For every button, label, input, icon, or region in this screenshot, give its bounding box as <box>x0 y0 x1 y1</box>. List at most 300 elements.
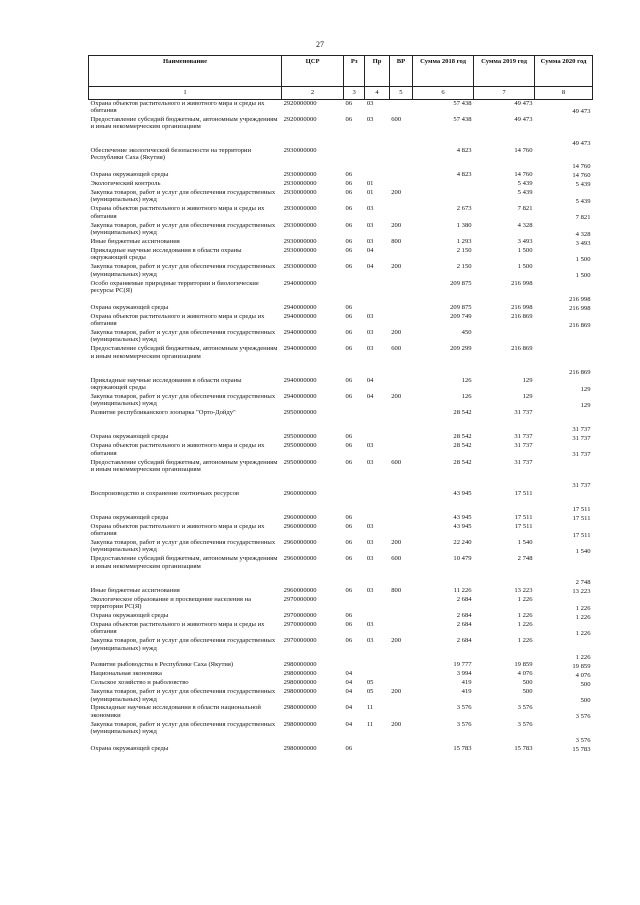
row-sum-2019: 49 473 <box>514 115 533 123</box>
row-pr: 03 <box>366 586 374 594</box>
row-pr: 03 <box>366 522 374 530</box>
row-sum-2018: 43 945 <box>453 513 472 521</box>
row-rz: 06 <box>345 744 353 752</box>
row-pr: 03 <box>366 555 374 563</box>
row-name: Закупка товаров, работ и услуг для обеспечения государственных (муниципальных) нужд <box>90 263 276 278</box>
row-rz: 06 <box>345 637 353 645</box>
table-row <box>89 205 593 221</box>
table-row <box>89 409 593 433</box>
row-sum-2019: 1 226 <box>517 611 533 619</box>
row-csr: 2940000000 <box>283 329 317 337</box>
row-name: Закупка товаров, работ и услуг для обеспечения государственных (муниципальных) нужд <box>90 538 276 554</box>
row-sum-2020: 49 473 <box>572 108 591 116</box>
row-csr: 2970000000 <box>283 611 317 619</box>
row-pr: 05 <box>366 679 374 687</box>
row-pr: 03 <box>366 221 374 229</box>
row-pr: 04 <box>366 247 374 255</box>
row-name: Закупка товаров, работ и услуг для обеспечения государственных (муниципальных) нужд <box>90 637 276 652</box>
row-sum-2019: 1 226 <box>517 620 533 628</box>
row-csr: 2960000000 <box>283 522 317 530</box>
row-sum-2020 <box>535 329 593 345</box>
row-rz: 04 <box>345 720 353 728</box>
row-sum-2018: 28 542 <box>453 409 472 417</box>
row-sum-2020: 1 226 <box>575 613 591 621</box>
row-name: Сельское хозяйство и рыболовство <box>90 679 189 687</box>
row-pr <box>365 304 389 313</box>
row-sum-2020: 216 869 <box>569 369 591 377</box>
row-sum-2020: 1 500 <box>575 272 591 280</box>
row-sum-2020: 216 998 <box>569 296 591 304</box>
row-rz: 06 <box>345 458 353 466</box>
row-name: Предоставление субсидий бюджетным, автономным учреждениям и иным некоммерческим организациям <box>90 458 278 473</box>
row-sum-2018: 2 684 <box>456 595 472 603</box>
row-vr: 200 <box>391 637 402 645</box>
row-sum-2020: 1 540 <box>575 547 591 555</box>
row-pr: 04 <box>366 392 374 400</box>
column-number: 6 <box>413 87 474 100</box>
row-vr <box>389 247 412 263</box>
column-number: 7 <box>474 87 535 100</box>
row-pr: 03 <box>366 458 374 466</box>
row-sum-2020: 15 783 <box>572 746 591 754</box>
row-sum-2018: 419 <box>461 679 472 687</box>
row-csr: 2950000000 <box>283 458 317 466</box>
table-row <box>89 514 593 523</box>
table-row <box>89 523 593 539</box>
row-sum-2019: 4 076 <box>517 670 533 678</box>
header-sum-2020: Сумма 2020 год <box>535 56 593 87</box>
row-rz <box>344 596 365 612</box>
row-sum-2018: 2 684 <box>456 637 472 645</box>
row-csr: 2940000000 <box>283 345 317 353</box>
row-csr: 2980000000 <box>283 679 317 687</box>
row-sum-2018: 43 945 <box>453 489 472 497</box>
row-sum-2019: 17 511 <box>514 513 533 521</box>
row-vr <box>389 409 412 433</box>
row-name: Экологическое образование и просвещение населения на территории РС(Я) <box>90 595 252 610</box>
row-vr <box>389 621 412 637</box>
row-sum-2019: 5 439 <box>517 179 533 187</box>
row-sum-2020: 14 760 <box>572 172 591 180</box>
row-rz: 06 <box>345 100 353 107</box>
table-row <box>89 459 593 490</box>
row-sum-2019: 500 <box>522 688 533 696</box>
row-sum-2018: 11 226 <box>453 586 472 594</box>
row-sum-2019: 31 737 <box>514 442 533 450</box>
row-sum-2018: 2 684 <box>456 620 472 628</box>
column-number: 5 <box>389 87 412 100</box>
row-pr: 03 <box>366 329 374 337</box>
table-row <box>89 147 593 171</box>
row-name: Закупка товаров, работ и услуг для обеспечения государственных (муниципальных) нужд <box>90 688 276 703</box>
row-pr: 03 <box>366 620 374 628</box>
table-row <box>89 280 593 304</box>
row-pr: 03 <box>366 345 374 353</box>
row-csr: 2940000000 <box>283 279 317 287</box>
row-name: Прикладные научные исследования в области охраны окружающей среды <box>90 376 242 391</box>
row-rz: 04 <box>345 679 353 687</box>
row-csr: 2930000000 <box>283 247 317 255</box>
row-pr: 03 <box>366 205 374 213</box>
row-csr: 2950000000 <box>283 442 317 450</box>
row-rz: 06 <box>345 221 353 229</box>
row-pr: 03 <box>366 637 374 645</box>
table-row <box>89 637 593 661</box>
row-sum-2018: 3 576 <box>456 720 472 728</box>
header-vr: ВР <box>389 56 412 87</box>
row-vr <box>389 514 412 523</box>
row-sum-2019: 5 439 <box>517 188 533 196</box>
row-pr: 03 <box>366 312 374 320</box>
row-sum-2020: 1 226 <box>575 629 591 637</box>
row-rz <box>344 490 365 514</box>
row-csr: 2940000000 <box>283 303 317 311</box>
table-row <box>89 679 593 688</box>
row-sum-2019: 129 <box>522 392 533 400</box>
row-csr: 2930000000 <box>283 238 317 246</box>
row-pr: 05 <box>366 688 374 696</box>
table-row <box>89 180 593 189</box>
row-pr <box>365 612 389 621</box>
table-row <box>89 238 593 247</box>
row-sum-2019: 19 859 <box>514 661 533 669</box>
row-csr: 2930000000 <box>283 179 317 187</box>
header-sum-2018: Сумма 2018 год <box>413 56 474 87</box>
row-rz: 06 <box>345 442 353 450</box>
row-vr <box>389 661 412 670</box>
row-vr: 800 <box>391 586 402 594</box>
row-sum-2019: 31 737 <box>514 409 533 417</box>
row-vr <box>389 180 412 189</box>
header-rz: Рз <box>344 56 365 87</box>
row-sum-2020: 17 511 <box>572 531 591 539</box>
row-vr <box>389 704 412 720</box>
row-sum-2018: 2 684 <box>456 611 472 619</box>
row-name: Охрана окружающей среды <box>90 170 169 178</box>
table-row <box>89 171 593 180</box>
row-rz: 06 <box>345 263 353 271</box>
row-name: Развитие рыбоводства в Республике Саха (Якутия) <box>90 661 234 669</box>
row-sum-2019: 4 328 <box>517 221 533 229</box>
row-name: Предоставление субсидий бюджетным, автономным учреждениям и иным некоммерческим организациям <box>90 555 278 570</box>
row-csr: 2960000000 <box>283 489 317 497</box>
table-row <box>89 304 593 313</box>
row-name: Предоставление субсидий бюджетным, автономным учреждениям и иным некоммерческим организациям <box>90 345 278 360</box>
row-sum-2019: 3 493 <box>517 238 533 246</box>
table-row <box>89 222 593 238</box>
row-sum-2020: 13 223 <box>572 588 591 596</box>
row-sum-2018 <box>413 180 474 189</box>
row-vr <box>389 679 412 688</box>
row-csr: 2930000000 <box>283 147 317 155</box>
row-vr: 200 <box>391 392 402 400</box>
row-sum-2020: 49 473 <box>572 139 591 147</box>
row-rz: 06 <box>345 188 353 196</box>
row-sum-2018: 2 673 <box>456 205 472 213</box>
row-sum-2020: 216 998 <box>569 305 591 313</box>
row-sum-2019: 2 748 <box>517 555 533 563</box>
table-row <box>89 442 593 458</box>
row-vr <box>389 745 412 754</box>
row-sum-2019: 1 226 <box>517 637 533 645</box>
row-sum-2018: 2 150 <box>456 247 472 255</box>
row-sum-2018: 28 542 <box>453 442 472 450</box>
page-number: 27 <box>316 40 324 49</box>
row-sum-2018: 2 150 <box>456 263 472 271</box>
table-row <box>89 704 593 720</box>
row-rz: 06 <box>345 179 353 187</box>
row-sum-2020: 2 748 <box>575 579 591 587</box>
table-header <box>89 56 593 100</box>
column-number: 1 <box>89 87 282 100</box>
row-rz: 06 <box>345 170 353 178</box>
row-sum-2018: 126 <box>461 392 472 400</box>
row-csr: 2950000000 <box>283 409 317 417</box>
row-sum-2020: 1 226 <box>575 604 591 612</box>
row-vr <box>389 313 412 329</box>
row-csr: 2940000000 <box>283 392 317 400</box>
row-pr: 03 <box>366 442 374 450</box>
row-csr: 2980000000 <box>283 661 317 669</box>
row-pr <box>365 661 389 670</box>
table-row <box>89 688 593 704</box>
row-sum-2020: 17 511 <box>572 506 591 514</box>
row-pr: 04 <box>366 376 374 384</box>
row-name: Охрана объектов растительного и животного мира и среды их обитания <box>90 312 265 328</box>
row-sum-2019: 15 783 <box>514 744 533 752</box>
row-sum-2019: 7 821 <box>517 205 533 213</box>
row-sum-2020: 5 439 <box>575 181 591 189</box>
row-pr: 03 <box>366 100 374 107</box>
table-row <box>89 661 593 670</box>
row-sum-2020: 129 <box>580 401 591 409</box>
row-sum-2019: 216 998 <box>511 279 533 287</box>
row-rz: 06 <box>345 522 353 530</box>
row-csr: 2960000000 <box>283 538 317 546</box>
row-rz: 06 <box>345 238 353 246</box>
row-sum-2019 <box>474 329 535 345</box>
row-csr: 2970000000 <box>283 595 317 603</box>
row-sum-2019: 17 511 <box>514 522 533 530</box>
row-pr <box>365 490 389 514</box>
row-rz <box>344 147 365 171</box>
row-csr: 2980000000 <box>283 704 317 712</box>
row-vr <box>389 304 412 313</box>
table-body <box>89 100 593 754</box>
row-vr <box>389 171 412 180</box>
row-sum-2020: 14 760 <box>572 163 591 171</box>
row-sum-2019: 3 576 <box>517 704 533 712</box>
row-vr: 200 <box>391 688 402 696</box>
row-rz: 06 <box>345 620 353 628</box>
table-row <box>89 621 593 637</box>
row-rz: 04 <box>345 688 353 696</box>
row-rz: 06 <box>345 433 353 441</box>
row-csr: 2920000000 <box>283 100 317 107</box>
row-sum-2019: 31 737 <box>514 458 533 466</box>
row-vr: 200 <box>391 329 402 337</box>
table-row <box>89 393 593 409</box>
row-sum-2020: 1 226 <box>575 653 591 661</box>
row-rz: 06 <box>345 312 353 320</box>
table-row <box>89 596 593 612</box>
row-vr <box>389 147 412 171</box>
row-csr: 2940000000 <box>283 312 317 320</box>
row-vr <box>389 670 412 679</box>
row-name: Закупка товаров, работ и услуг для обеспечения государственных (муниципальных) нужд <box>90 720 276 736</box>
row-rz: 06 <box>345 205 353 213</box>
row-sum-2020: 500 <box>580 697 591 705</box>
row-sum-2020: 31 737 <box>572 434 591 442</box>
row-csr: 2940000000 <box>283 376 317 384</box>
row-sum-2018: 28 542 <box>453 458 472 466</box>
row-name: Иные бюджетные ассигнования <box>90 586 180 594</box>
row-sum-2018: 209 875 <box>450 279 472 287</box>
row-csr: 2960000000 <box>283 555 317 563</box>
row-vr: 600 <box>391 458 402 466</box>
row-sum-2018: 3 576 <box>456 704 472 712</box>
row-sum-2019: 49 473 <box>514 100 533 107</box>
row-sum-2018: 28 542 <box>453 433 472 441</box>
row-sum-2019: 216 869 <box>511 312 533 320</box>
row-sum-2019: 14 760 <box>514 170 533 178</box>
row-csr: 2960000000 <box>283 586 317 594</box>
table-row <box>89 670 593 679</box>
row-sum-2018: 3 994 <box>456 670 472 678</box>
row-vr <box>389 280 412 304</box>
row-name: Экологический контроль <box>90 179 161 187</box>
row-rz: 06 <box>345 586 353 594</box>
row-name: Национальная экономика <box>90 670 162 678</box>
row-csr: 2930000000 <box>283 170 317 178</box>
row-rz: 06 <box>345 345 353 353</box>
row-sum-2018: 4 823 <box>456 170 472 178</box>
row-pr: 01 <box>366 179 374 187</box>
row-sum-2019: 216 998 <box>511 303 533 311</box>
table-row <box>89 587 593 596</box>
row-vr: 600 <box>391 555 402 563</box>
table-row <box>89 377 593 393</box>
row-sum-2018: 209 749 <box>450 312 472 320</box>
row-rz: 06 <box>345 303 353 311</box>
row-name: Прикладные научные исследования в области национальной экономики <box>90 704 261 719</box>
row-rz: 06 <box>345 247 353 255</box>
row-sum-2018: 22 240 <box>453 538 472 546</box>
row-name: Особо охраняемые природные территории и биологические ресурсы РС(Я) <box>90 279 259 295</box>
row-vr <box>389 523 412 539</box>
row-name: Охрана окружающей среды <box>90 433 169 441</box>
row-pr <box>365 596 389 612</box>
row-name: Воспроизводство и сохранение охотничьих ресурсов <box>90 489 240 497</box>
table-row <box>89 263 593 279</box>
row-name: Закупка товаров, работ и услуг для обеспечения государственных (муниципальных) нужд <box>90 329 276 344</box>
row-pr <box>365 745 389 754</box>
row-csr: 2920000000 <box>283 115 317 123</box>
row-sum-2020: 7 821 <box>575 214 591 222</box>
row-sum-2018: 10 479 <box>453 555 472 563</box>
row-sum-2018: 450 <box>461 329 472 337</box>
row-pr <box>365 147 389 171</box>
table-row <box>89 100 593 116</box>
row-csr: 2930000000 <box>283 221 317 229</box>
column-number: 2 <box>282 87 344 100</box>
row-rz: 06 <box>345 115 353 123</box>
row-vr <box>389 433 412 442</box>
header-sum-2019: Сумма 2019 год <box>474 56 535 87</box>
row-sum-2020: 3 576 <box>575 713 591 721</box>
row-rz: 06 <box>345 392 353 400</box>
row-rz <box>344 280 365 304</box>
row-sum-2018: 15 783 <box>453 744 472 752</box>
row-csr: 2970000000 <box>283 620 317 628</box>
row-rz: 06 <box>345 376 353 384</box>
row-pr: 03 <box>366 238 374 246</box>
row-sum-2020: 129 <box>580 385 591 393</box>
row-pr <box>365 670 389 679</box>
table-row <box>89 539 593 555</box>
budget-table <box>88 55 593 754</box>
row-name: Закупка товаров, работ и услуг для обеспечения государственных (муниципальных) нужд <box>90 188 276 204</box>
row-sum-2020: 5 439 <box>575 197 591 205</box>
header-csr: ЦСР <box>282 56 344 87</box>
row-name: Прикладные научные исследования в области охраны окружающей среды <box>90 247 242 262</box>
row-rz: 04 <box>345 704 353 712</box>
row-vr: 600 <box>391 345 402 353</box>
row-rz: 06 <box>345 611 353 619</box>
row-sum-2020: 3 493 <box>575 239 591 247</box>
row-sum-2020: 4 076 <box>575 671 591 679</box>
row-sum-2019: 3 576 <box>517 720 533 728</box>
row-sum-2019: 14 760 <box>514 147 533 155</box>
row-sum-2018 <box>413 189 474 205</box>
row-vr <box>389 490 412 514</box>
row-name: Охрана окружающей среды <box>90 513 169 521</box>
row-sum-2019: 13 223 <box>514 586 533 594</box>
row-csr: 2970000000 <box>283 637 317 645</box>
row-vr <box>389 612 412 621</box>
column-number: 3 <box>344 87 365 100</box>
row-sum-2020: 19 859 <box>572 662 591 670</box>
column-number: 4 <box>365 87 389 100</box>
row-vr: 200 <box>391 720 402 728</box>
row-name: Охрана окружающей среды <box>90 744 169 752</box>
row-name: Закупка товаров, работ и услуг для обеспечения государственных (муниципальных) нужд <box>90 392 276 408</box>
row-sum-2020: 1 500 <box>575 256 591 264</box>
row-pr: 03 <box>366 115 374 123</box>
row-sum-2018: 419 <box>461 688 472 696</box>
header-name: Наименование <box>89 56 282 87</box>
row-sum-2020: 31 737 <box>572 482 591 490</box>
table-row <box>89 433 593 442</box>
table-row <box>89 329 593 345</box>
table-row <box>89 247 593 263</box>
row-csr: 2930000000 <box>283 205 317 213</box>
row-sum-2020: 3 576 <box>575 737 591 745</box>
row-vr: 200 <box>391 263 402 271</box>
row-rz: 06 <box>345 538 353 546</box>
row-vr <box>389 442 412 458</box>
row-pr: 11 <box>366 720 374 728</box>
table-row <box>89 555 593 586</box>
row-sum-2018: 4 823 <box>456 147 472 155</box>
row-vr <box>389 205 412 221</box>
row-csr: 2930000000 <box>283 188 317 196</box>
row-sum-2018: 209 875 <box>450 303 472 311</box>
row-vr <box>389 596 412 612</box>
row-sum-2020: 31 737 <box>572 451 591 459</box>
row-pr <box>365 514 389 523</box>
row-vr: 800 <box>391 238 402 246</box>
